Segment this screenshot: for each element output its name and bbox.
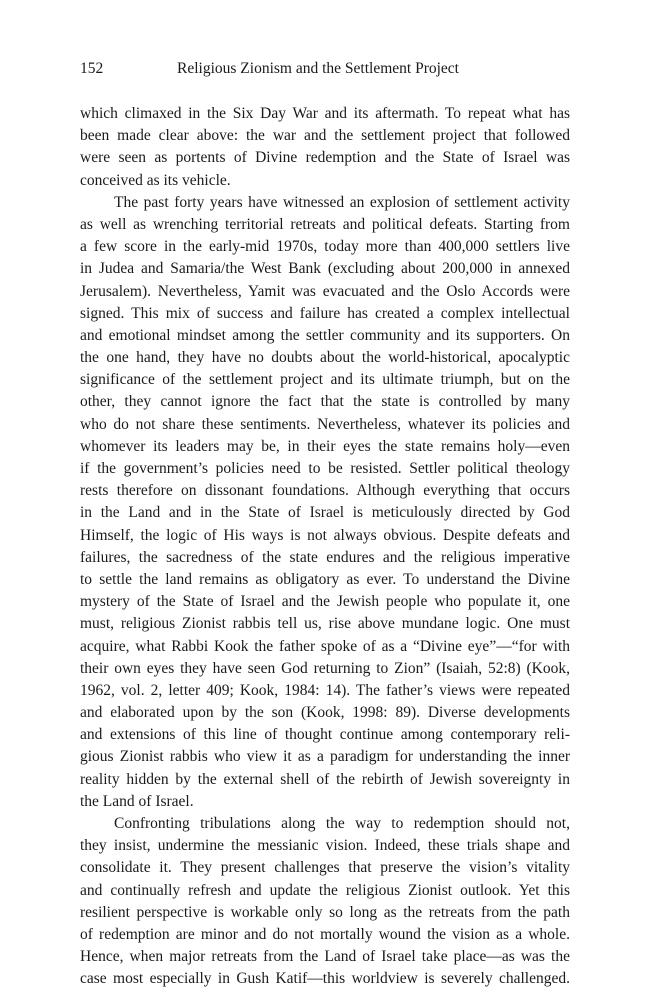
text-line: conceived as its vehicle. [80,171,231,189]
text-line: other, they cannot ignore the fact that the state is controlled by many [80,393,570,411]
text-line: Hence, when major retreats from the Land of Israel take place—as was the [80,948,570,966]
text-line: they insist, undermine the messianic vision. Indeed, these trials shape and [80,837,570,855]
text-line: if the government’s policies need to be resisted. Settler political theology [80,460,570,477]
text-line: 1962, vol. 2, letter 409; Kook, 1984: 14). The father’s views were repeated [80,681,570,699]
text-line: and continually refresh and update the religious Zionist outlook. Yet this [80,881,570,899]
text-line: acquire, what Rabbi Kook the father spoke of as a “Divine eye”—“for with [80,637,570,655]
text-line: signed. This mix of success and failure has created a complex intellectual [80,304,570,322]
text-line: and extensions of this line of thought continue among contemporary reli- [80,726,570,744]
text-line: and elaborated upon by the son (Kook, 1998: 89). Diverse developments [80,704,570,722]
text-line: The past forty years have witnessed an explosion of settlement activity [114,193,570,211]
text-line: gious Zionist rabbis who view it as a paradigm for understanding the inner [80,748,570,766]
text-line: must, religious Zionist rabbis tell us, rise above mundane logic. One must [80,615,570,633]
text-line: mystery of the State of Israel and the Jewish people who populate it, one [80,593,570,611]
text-line: which climaxed in the Six Day War and its aftermath. To repeat what has [80,105,570,122]
text-line: were seen as portents of Divine redemption and the State of Israel was [80,149,570,167]
text-line: in Judea and Samaria/the West Bank (excluding about 200,000 in annexed [80,260,570,278]
text-line: who do not share these sentiments. Nevertheless, whatever its policies and [80,415,570,433]
text-line: and emotional mindset among the settler community and its supporters. On [80,326,570,344]
running-title: Religious Zionism and the Settlement Project [177,60,459,77]
text-line: of redemption are minor and do not mortally wound the vision as a whole. [80,925,570,943]
text-line: been made clear above: the war and the settlement project that followed [80,127,570,145]
running-head [80,58,570,80]
text-line: a few score in the early-mid 1970s, today more than 400,000 settlers live [80,238,570,256]
text-line: to settle the land remains as obligatory as ever. To understand the Divine [80,570,570,588]
text-line: reality hidden by the external shell of the rebirth of Jewish sovereignty in [80,770,570,788]
text-line: significance of the settlement project and its ultimate triumph, but on the [80,371,570,389]
text-line: failures, the sacredness of the state endures and the religious imperative [80,548,570,566]
text-line: the Land of Israel. [80,792,194,810]
page-number: 152 [80,60,104,77]
text-line: resilient perspective is workable only so long as the retreats from the path [80,903,570,921]
text-line: rests therefore on dissonant foundations. Although everything that occurs [80,482,570,500]
text-line: in the Land and in the State of Israel is meticulously directed by God [80,504,570,522]
text-line: consolidate it. They present challenges that preserve the vision’s vitality [80,859,570,877]
text-line: Himself, the logic of His ways is not always obvious. Despite defeats and [80,526,570,544]
text-line: Confronting tribulations along the way to redemption should not, [114,815,570,832]
text-line: Jerusalem). Nevertheless, Yamit was evacuated and the Oslo Accords were [80,282,570,300]
text-line: case most especially in Gush Katif—this worldview is severely challenged. [80,970,570,988]
text-line: whomever its leaders may be, in their eyes the state remains holy—even [80,437,570,455]
body-text [80,103,570,991]
text-line: the one hand, they have no doubts about the world-historical, apocalyptic [80,349,570,367]
text-line: their own eyes they have seen God returning to Zion” (Isaiah, 52:8) (Kook, [80,659,570,677]
text-line: as well as wrenching territorial retreats and political defeats. Starting from [80,215,570,233]
